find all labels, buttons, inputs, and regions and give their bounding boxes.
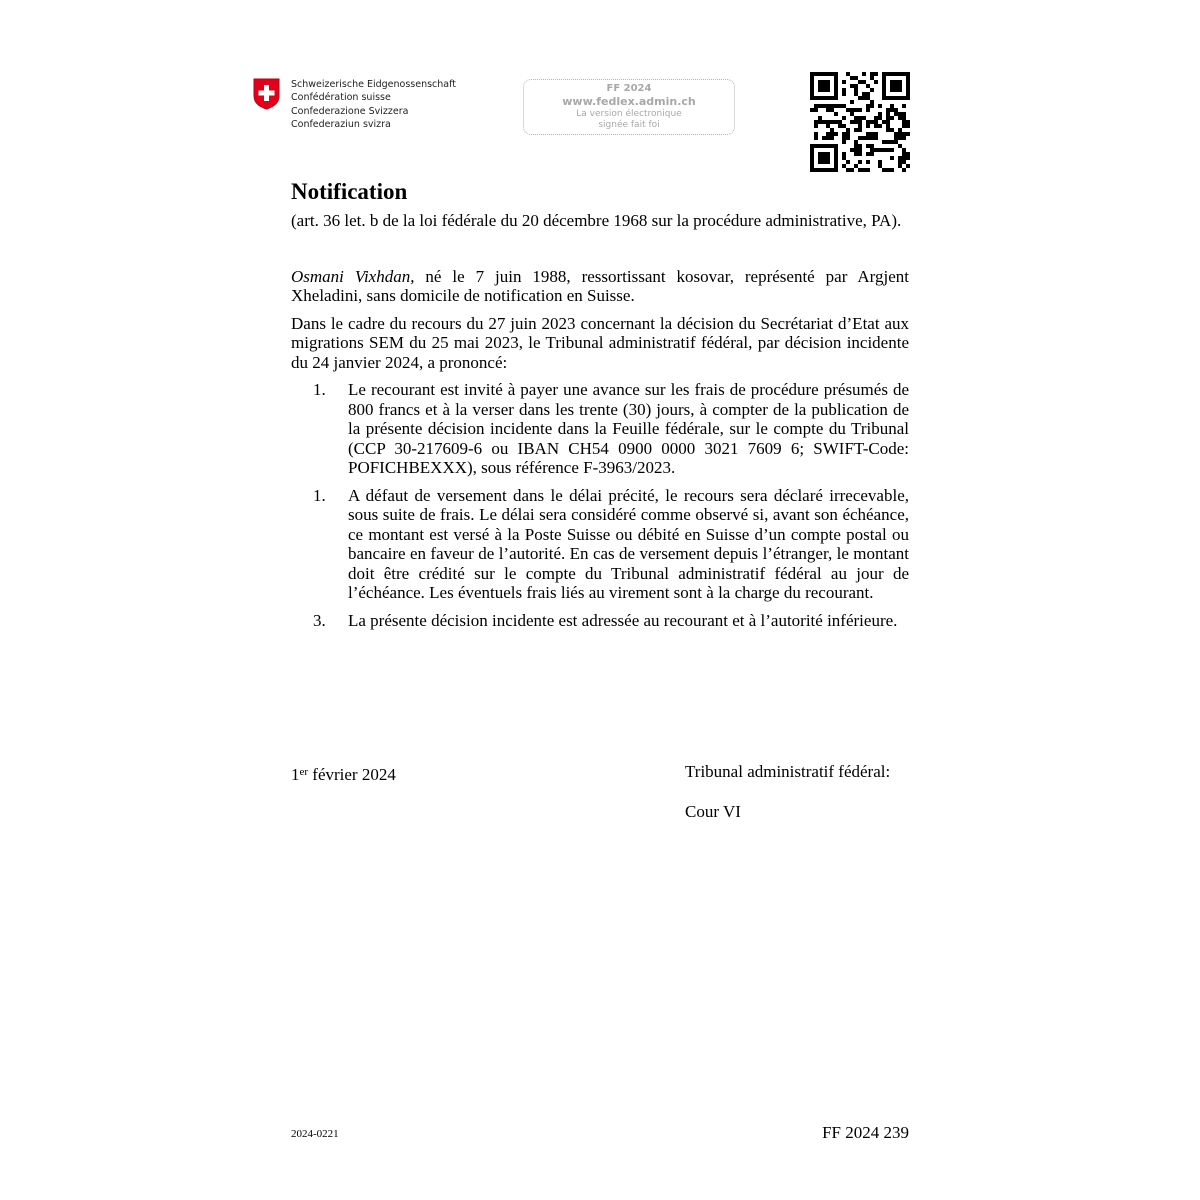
- date-suffix: er: [299, 766, 309, 778]
- list-item-text: La présente décision incidente est adressée au recourant et à l’autorité inférieure.: [348, 610, 898, 630]
- stamp-line-1: FF 2024: [606, 83, 652, 94]
- list-item-text: Le recourant est invité à payer une avance sur les frais de procédure présumés de 800 francs et à la verser dans les trente (30) jours, à compter de la publication de la présente décision incidente dans la Feuille fédérale, sur le compte du Tribunal (CCP 30-217609-6 ou IBAN CH54 0900 0000 3021 7609 6; SWIFT-Code: POFICHBEXXX), sous référence F-3963/2023.: [348, 380, 909, 477]
- intro-paragraph: Dans le cadre du recours du 27 juin 2023 concernant la décision du Secrétariat d’Etat aux migrations SEM du 25 mai 2023, le Tribunal administratif fédéral, par décision incidente du 24 janvier 2024, a prononcé:: [291, 313, 909, 372]
- footer-reference: FF 2024 239: [822, 1123, 909, 1142]
- federation-line-fr: Confédération suisse: [291, 92, 391, 104]
- court-name: Tribunal administratif fédéral:: [685, 762, 891, 781]
- stamp-line-4: signée fait foi: [598, 120, 660, 130]
- party-details: né le 7 juin 1988, ressortissant kosovar, représenté par Argjent Xheladini, sans domicile de notification en Suisse.: [291, 266, 909, 305]
- stamp-line-3: La version électronique: [576, 109, 682, 119]
- stamp-line-2: www.fedlex.admin.ch: [562, 95, 696, 108]
- document-title: Notification: [291, 179, 408, 204]
- publication-stamp: [523, 79, 735, 135]
- signature-date: [291, 762, 396, 785]
- date-rest: février 2024: [308, 765, 396, 784]
- list-item: [291, 486, 909, 603]
- party-paragraph: [291, 267, 909, 306]
- signature-court: [685, 762, 890, 842]
- list-item: [291, 380, 909, 478]
- list-item-number: 1.: [313, 380, 326, 399]
- list-item-number: 3.: [313, 610, 326, 630]
- document-body: [291, 178, 909, 638]
- federation-line-rm: Confederaziun svizra: [291, 119, 391, 131]
- document-subtitle: (art. 36 let. b de la loi fédérale du 20 décembre 1968 sur la procédure administrative, PA).: [291, 211, 902, 230]
- federation-names: [291, 78, 456, 132]
- decision-list: [291, 380, 909, 630]
- swiss-cross-shield-icon: [253, 78, 280, 110]
- list-item-text: A défaut de versement dans le délai précité, le recours sera déclaré irrecevable, sous suite de frais. Le délai sera considéré comme observé si, avant son échéance, ce montant est versé à la Poste Suisse ou débité en Suisse d’un compte postal ou bancaire en faveur de l’autorité. En cas de versement depuis l’étranger, le montant doit être crédité sur le compte du Tribunal administratif fédéral au jour de l’échéance. Les éventuels frais liés au virement sont à la charge du recourant.: [348, 485, 909, 602]
- list-item-number: 1.: [313, 485, 326, 505]
- date-day: 1: [291, 765, 300, 784]
- court-division: Cour VI: [685, 802, 741, 821]
- footer-document-id: 2024-0221: [291, 1128, 339, 1140]
- qr-code-icon: [810, 72, 910, 172]
- list-item: [291, 611, 909, 631]
- party-name: Osmani Vixhdan,: [291, 266, 415, 286]
- federation-line-de: Schweizerische Eidgenossenschaft: [291, 79, 457, 90]
- federation-line-it: Confederazione Svizzera: [291, 105, 409, 117]
